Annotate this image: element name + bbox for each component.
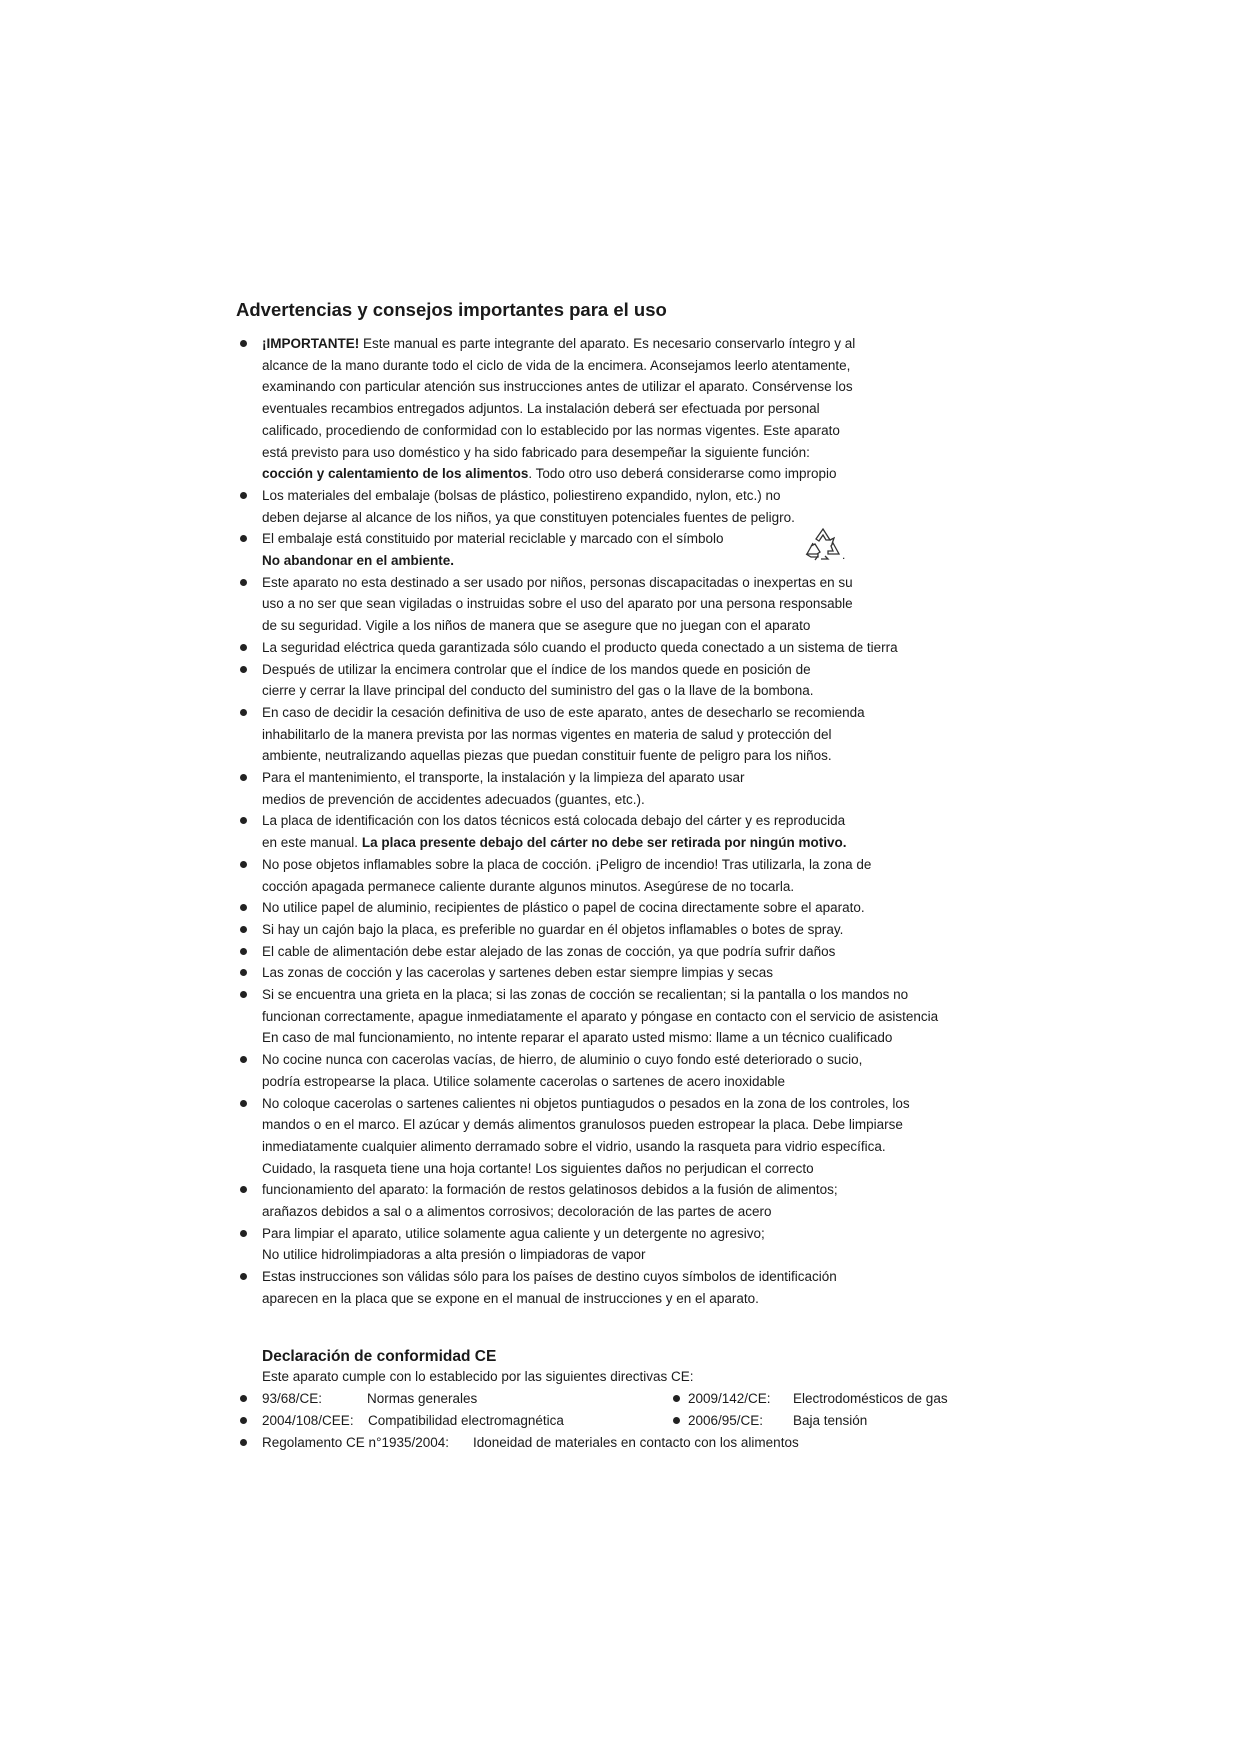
text-line [262,615,810,637]
bullet [240,948,247,955]
text: está previsto para uso doméstico y ha sido fabricado para desempeñar la siguiente función: [262,444,810,460]
bullet [240,666,247,673]
text-line [262,919,843,941]
directive-code: 2004/108/CEE: [262,1413,354,1428]
bold-text: ¡IMPORTANTE! [262,336,360,351]
text-line [262,659,811,681]
text: Después de utilizar la encimera controlar que el índice de los mandos quede en posición de [262,661,811,677]
text: . Todo otro uso deberá considerarse como impropio [528,466,837,482]
recycling-symbol-icon [803,526,846,562]
directive-code: 2006/95/CE: [688,1413,764,1428]
text: No utilice papel de aluminio, recipientes de plástico o papel de cocina directamente sobre el aparato. [262,900,865,916]
declaration-intro: Este aparato cumple con lo establecido por las siguientes directivas CE: [262,1369,694,1384]
directive-desc: Compatibilidad electromagnética [368,1413,564,1428]
text: Este aparato no esta destinado a ser usado por niños, personas discapacitadas o inexpertas en su [262,574,853,590]
text-line [262,333,855,355]
text-line [262,485,781,507]
text: uso a no ser que sean vigiladas o instruidas sobre el uso del aparato por una persona responsable [262,596,853,612]
bullet [240,1273,247,1280]
bold-text: La placa presente debajo del cárter no debe ser retirada por ningún motivo. [361,835,847,851]
text: No coloque cacerolas o sartenes calientes ni objetos puntiagudos o pesados en la zona de los controles, los [262,1095,910,1111]
text: de su seguridad. Vigile a los niños de manera que se asegure que no juegan con el aparato [262,618,811,634]
text: cocción apagada permanece caliente durante algunos minutos. Asegúrese de no tocarla. [262,878,795,894]
text: en este manual. [262,835,362,851]
text: Si hay un cajón bajo la placa, es preferible no guardar en él objetos inflamables o botes de spray. [262,921,844,937]
text-line [262,507,795,529]
text: Para el mantenimiento, el transporte, la instalación y la limpieza del aparato usar [262,770,745,785]
text-line [262,593,853,615]
text-line [262,1027,892,1049]
bullet [240,861,247,868]
text: aparecen en la placa que se expone en el manual de instrucciones y en el aparato. [262,1290,759,1306]
bullet [240,1186,247,1193]
directive-code: 2009/142/CE: [688,1391,771,1406]
bullet [240,1056,247,1063]
bullet [240,1439,247,1446]
text: No utilice hidrolimpiadoras a alta presión o limpiadoras de vapor [262,1247,646,1263]
text: calificado, procediendo de conformidad con lo establecido por las normas vigentes. Este aparato [262,422,840,438]
bullet [240,969,247,976]
text: Las zonas de cocción y las cacerolas y sartenes deben estar siempre limpias y secas [262,965,773,981]
text: inhabilitarlo de la manera prevista por las normas vigentes en materia de salud y protección del [262,726,832,742]
text: arañazos debidos a sal o a alimentos corrosivos; decoloración de las partes de acero [262,1204,772,1219]
text: Si se encuentra una grieta en la placa; si las zonas de cocción se recalientan; si la pantalla o los mandos no [262,987,909,1002]
text-line [262,1266,837,1288]
directive-code: Regolamento CE n°1935/2004: [262,1435,450,1450]
text-line [262,984,908,1006]
text-line [262,1136,886,1158]
text-line [262,745,832,767]
text-line [262,962,773,984]
bullet [673,1395,680,1402]
text-line [262,854,871,876]
text-line [262,1179,838,1201]
text-line [262,1006,938,1028]
bold-text: No abandonar en el ambiente. [262,553,455,568]
text-line [262,355,850,377]
bullet [240,817,247,824]
text: En caso de mal funcionamiento, no intente reparar el aparato usted mismo: llame a un técnico cualificado [262,1030,893,1046]
text-line [262,1049,862,1071]
text-line [262,420,840,442]
text: mandos o en el marco. El azúcar y demás alimentos granulosos pueden estropear la placa. Debe limpiarse [262,1117,903,1133]
text: Cuidado, la rasqueta tiene una hoja cortante! Los siguientes daños no perjudican el correcto [262,1160,814,1176]
text-line [262,463,837,485]
text: La placa de identificación con los datos técnicos está colocada debajo del cárter y es reproducida [262,813,846,829]
directive-code: 93/68/CE: [262,1391,323,1406]
text-line [262,1223,765,1245]
text: Este manual es parte integrante del aparato. Es necesario conservarlo íntegro y al [359,336,856,351]
directive-desc: Baja tensión [793,1413,868,1428]
text: La seguridad eléctrica queda garantizada sólo cuando el producto queda conectado a un sistema de tierra [262,639,898,655]
text-line [262,767,745,789]
text: inmediatamente cualquier alimento derramado sobre el vidrio, usando la rasqueta para vidrio específica. [262,1138,886,1154]
text-line [262,789,645,811]
text-line [262,702,865,724]
text-line [262,724,832,746]
text: No cocine nunca con cacerolas vacías, de hierro, de aluminio o cuyo fondo esté deteriorado o sucio, [262,1052,863,1068]
text: cierre y cerrar la llave principal del conducto del suministro del gas o la llave de la bombona. [262,683,814,699]
text: Estas instrucciones son válidas sólo para los países de destino cuyos símbolos de identificación [262,1269,837,1285]
text: ambiente, neutralizando aquellas piezas que puedan constituir fuente de peligro para los niños. [262,748,832,764]
directive-desc: Idoneidad de materiales en contacto con los alimentos [473,1435,799,1450]
text: El embalaje está constituido por material reciclable y marcado con el símbolo [262,531,724,547]
bullet [240,1417,247,1424]
bullet [240,709,247,716]
bullet [240,1230,247,1237]
bullet [240,644,247,651]
bullet [673,1417,680,1424]
declaration-title: Declaración de conformidad CE [262,1348,497,1365]
recycle-trailing-dot: . [842,548,846,562]
text-line [262,1114,903,1136]
bullet [240,492,247,499]
bullet [240,774,247,781]
text: funcionamiento del aparato: la formación de restos gelatinosos debidos a la fusión de alimentos; [262,1182,838,1198]
text-line [262,398,820,420]
text: medios de prevención de accidentes adecuados (guantes, etc.). [262,791,645,807]
text-line [262,832,846,854]
directive-desc: Normas generales [367,1391,478,1406]
text-line [262,376,853,398]
text: podría estropearse la placa. Utilice solamente cacerolas o sartenes de acero inoxidable [262,1073,786,1089]
text-line [262,1244,645,1266]
text-line [262,1201,772,1223]
bullet [240,579,247,586]
text-line [262,550,454,572]
bullet [240,991,247,998]
directive-desc: Electrodomésticos de gas [793,1391,948,1406]
text-line [262,442,810,464]
text: Los materiales del embalaje (bolsas de plástico, poliestireno expandido, nylon, etc.) no [262,487,781,503]
text: alcance de la mano durante todo el ciclo de vida de la encimera. Aconsejamos leerlo atentamente, [262,357,851,373]
text-line [262,876,794,898]
bullet [240,535,247,542]
text-line [262,1071,785,1093]
text-line [262,1158,814,1180]
bullet [240,340,247,347]
text-line [262,1288,759,1310]
text-line [262,897,865,919]
bullet [240,1395,247,1402]
text: El cable de alimentación debe estar alejado de las zonas de cocción, ya que podría sufrir daños [262,943,836,959]
text-line [262,572,853,594]
page-title: Advertencias y consejos importantes para el uso [236,299,667,320]
text-line [262,810,845,832]
text-line [262,637,898,659]
bullet [240,1100,247,1107]
text: eventuales recambios entregados adjuntos. La instalación deberá ser efectuada por personal [262,401,820,417]
text-line [262,680,814,702]
text: examinando con particular atención sus instrucciones antes de utilizar el aparato. Consérvense los [262,379,853,395]
bullet [240,926,247,933]
text: deben dejarse al alcance de los niños, ya que constituyen potenciales fuentes de peligro. [262,509,795,525]
text: Para limpiar el aparato, utilice solamente agua caliente y un detergente no agresivo; [262,1225,765,1241]
bullet [240,904,247,911]
text: En caso de decidir la cesación definitiva de uso de este aparato, antes de desecharlo se recomienda [262,704,865,720]
text: No pose objetos inflamables sobre la placa de cocción. ¡Peligro de incendio! Tras utilizarla, la zona de [262,856,872,872]
bold-text: cocción y calentamiento de los alimentos [262,466,529,482]
text-line [262,528,723,550]
text-line [262,941,835,963]
text: funcionan correctamente, apague inmediatamente el aparato y póngase en contacto con el servicio de asistencia [262,1008,939,1024]
text-line [262,1093,910,1115]
